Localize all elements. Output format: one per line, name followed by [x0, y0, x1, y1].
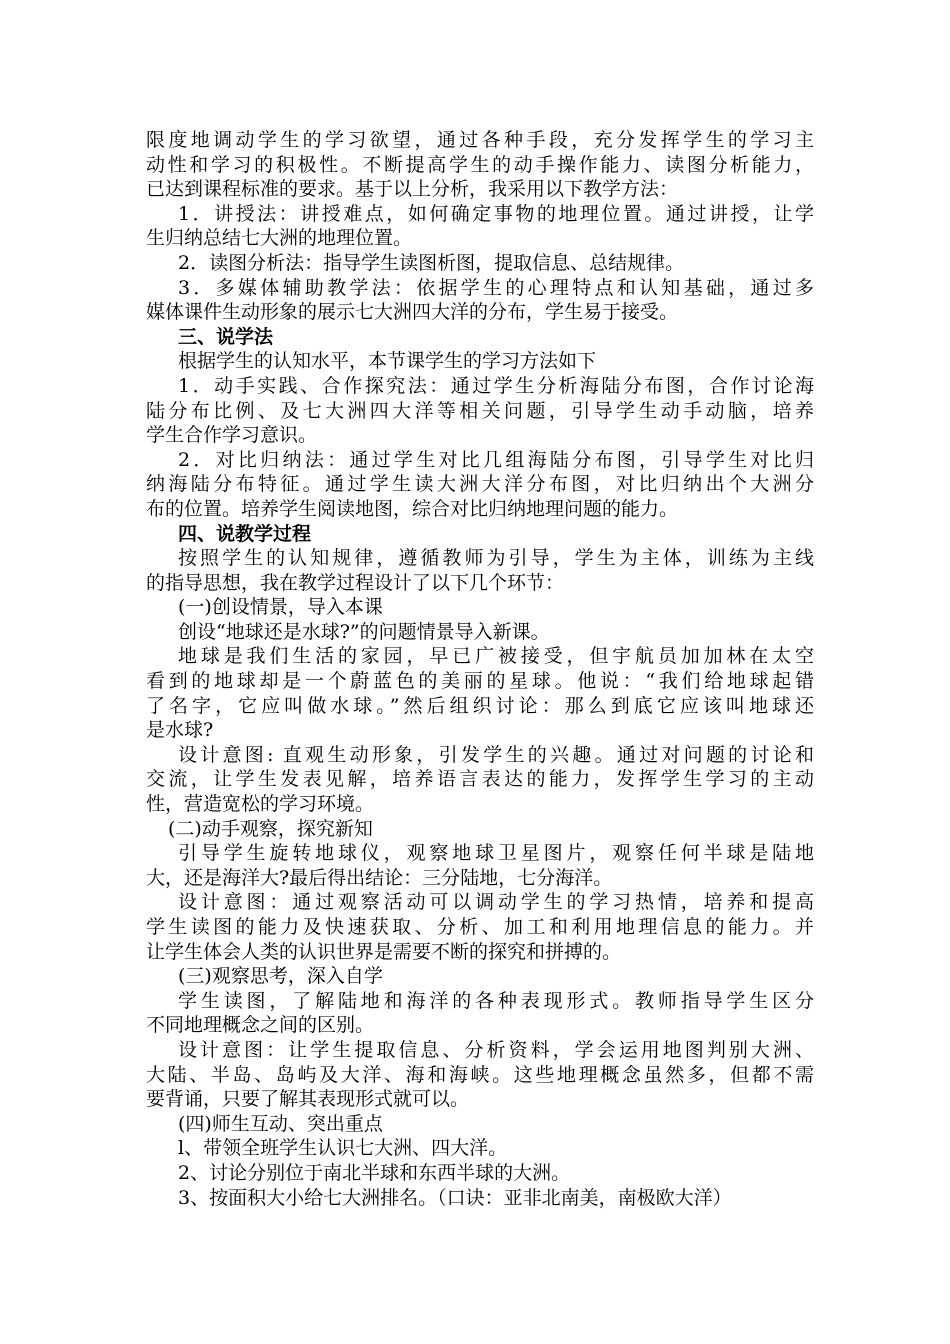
text-line: 看到的地球却是一个蔚蓝色的美丽的星球。他说：“我们给地球起错 [146, 670, 814, 693]
text-line: 1．讲授法：讲授难点，如何确定事物的地理位置。通过讲授，让学 [178, 202, 814, 225]
text-line: 交流，让学生发表见解，培养语言表达的能力，发挥学生学习的主动 [146, 768, 814, 791]
document-page [146, 128, 814, 1210]
text-line: (二)动手观察，探究新知 [168, 817, 373, 840]
text-line: l、带领全班学生认识七大洲、四大洋。 [178, 1137, 508, 1160]
text-line: 陆分布比例、及七大洲四大洋等相关问题，引导学生动手动脑，培养 [146, 399, 814, 422]
text-line: 根据学生的认知水平，本节课学生的学习方法如下 [178, 350, 597, 373]
text-line: 大，还是海洋大?最后得出结论：三分陆地，七分海洋。 [146, 866, 613, 889]
text-line: (四)师生互动、突出重点 [178, 1112, 383, 1135]
text-line: 限度地调动学生的学习欲望，通过各种手段，充分发挥学生的学习主 [146, 129, 814, 151]
text-line: 布的位置。培养学生阅读地图，综合对比归纳地理问题的能力。 [146, 497, 679, 520]
text-line: 引导学生旋转地球仪，观察地球卫星图片，观察任何半球是陆地 [178, 842, 814, 865]
text-line: 学生读图，了解陆地和海洋的各种表现形式。教师指导学生区分 [178, 989, 814, 1012]
text-line: 了名字，它应叫做水球。”然后组织讨论：那么到底它应该叫地球还 [146, 694, 814, 717]
text-line: (三)观察思考，深入自学 [178, 965, 383, 988]
text-line: 设计意图：通过观察活动可以调动学生的学习热情，培养和提高 [178, 891, 814, 914]
text-line: 的指导思想，我在教学过程设计了以下几个环节： [146, 571, 565, 594]
text-line: 按照学生的认知规律，遵循教师为引导，学生为主体，训练为主线 [178, 547, 814, 570]
text-line: 要背诵，只要了解其表现形式就可以。 [146, 1088, 470, 1111]
text-line: 设计意图：让学生提取信息、分析资料，学会运用地图判别大洲、 [178, 1038, 814, 1061]
text-line: 创设“地球还是水球?”的问题情景导入新课。 [178, 620, 550, 643]
text-line: 1．动手实践、合作探究法：通过学生分析海陆分布图，合作讨论海 [178, 374, 814, 397]
section-heading: 四、说教学过程 [178, 522, 312, 545]
text-line: 生归纳总结七大洲的地理位置。 [146, 227, 413, 250]
text-line: 已达到课程标准的要求。基于以上分析，我采用以下教学方法： [146, 178, 679, 201]
text-line: 学生读图的能力及快速获取、分析、加工和利用地理信息的能力。并 [146, 916, 814, 938]
text-line: 媒体课件生动形象的展示七大洲四大洋的分布，学生易于接受。 [146, 301, 679, 324]
text-line: 让学生体会人类的认识世界是需要不断的探究和拼搏的。 [146, 940, 622, 963]
text-line: 地球是我们生活的家园，早已广被接受，但宇航员加加林在太空 [178, 645, 814, 668]
text-line: 2．对比归纳法：通过学生对比几组海陆分布图，引导学生对比归 [178, 448, 814, 471]
text-line: 设计意图: 直观生动形象，引发学生的兴趣。通过对问题的讨论和 [178, 743, 814, 766]
text-line: 2．读图分析法：指导学生读图析图，提取信息、总结规律。 [178, 251, 685, 274]
text-line: 不同地理概念之间的区别。 [146, 1014, 375, 1037]
text-line: 3．多媒体辅助教学法：依据学生的心理特点和认知基础，通过多 [178, 276, 814, 299]
text-line: (一)创设情景，导入本课 [178, 596, 383, 619]
text-line: 3、按面积大小给七大洲排名。（口诀：亚非北南美，南极欧大洋） [178, 1186, 732, 1209]
text-line: 大陆、半岛、岛屿及大洋、海和海峡。这些地理概念虽然多，但都不需 [146, 1063, 814, 1086]
text-line: 是水球? [146, 719, 214, 742]
text-line: 学生合作学习意识。 [146, 424, 318, 447]
section-heading: 三、说学法 [178, 325, 274, 348]
text-line: 纳海陆分布特征。通过学生读大洲大洋分布图，对比归纳出个大洲分 [146, 473, 814, 496]
text-line: 2、讨论分别位于南北半球和东西半球的大洲。 [178, 1161, 571, 1184]
text-line: 性，营造宽松的学习环境。 [146, 793, 375, 816]
text-line: 动性和学习的积极性。不断提高学生的动手操作能力、读图分析能力， [146, 153, 814, 176]
